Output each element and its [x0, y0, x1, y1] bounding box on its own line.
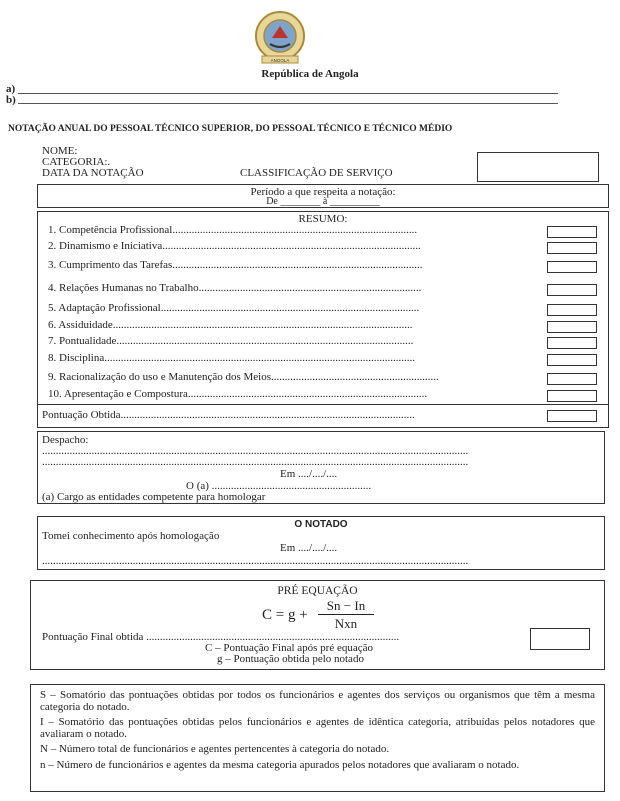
- data-notacao-label: DATA DA NOTAÇÃO: [42, 167, 144, 179]
- notado-tomei: Tomei conhecimento após homologação: [42, 530, 220, 542]
- despacho-note: (a) Cargo as entidades competente para homologar: [42, 491, 266, 503]
- resumo-item: 7. Pontualidade............................................................................................................: [48, 335, 414, 347]
- pontuacao-final-box[interactable]: [530, 628, 590, 650]
- equacao-numerator: Sn − In: [326, 598, 366, 613]
- nome-label: NOME:: [42, 145, 78, 157]
- despacho-dots-1: ...........................................................................................................................................................: [42, 445, 469, 457]
- notado-dots: ...........................................................................................................................................................: [42, 555, 469, 567]
- score-box[interactable]: [547, 354, 597, 366]
- line-a: [18, 93, 558, 94]
- resumo-item: 6. Assiduidade.............................................................................................................: [48, 319, 413, 331]
- equacao-title: PRÉ EQUAÇÃO: [277, 585, 358, 597]
- resumo-item: 4. Relações Humanas no Trabalho.................................................................................: [48, 282, 422, 294]
- country-title: República de Angola: [261, 68, 359, 80]
- score-box[interactable]: [547, 284, 597, 296]
- notado-title: O NOTADO: [294, 519, 348, 530]
- resumo-item: 3. Cumprimento das Tarefas...........................................................................................: [48, 259, 423, 271]
- despacho-label: Despacho:: [42, 434, 89, 446]
- despacho-date: Em ..../..../....: [280, 468, 338, 480]
- notado-date: Em ..../..../....: [280, 542, 338, 554]
- svg-text:ANGOLA: ANGOLA: [270, 58, 290, 63]
- line-b-label: b): [6, 94, 16, 106]
- legenda-n-apurados: n – Número de funcionários e agentes da mesma categoria apurados pelos notadores que avaliaram o notado.: [40, 759, 520, 771]
- resumo-divider: [37, 404, 609, 405]
- score-box[interactable]: [547, 390, 597, 402]
- classificacao-box[interactable]: [477, 152, 599, 182]
- c-definition: C – Pontuação Final após pré equação: [205, 642, 374, 654]
- score-box[interactable]: [547, 226, 597, 238]
- pontuacao-obtida-box[interactable]: [547, 410, 597, 422]
- resumo-title: RESUMO:: [298, 213, 348, 225]
- equacao-denominator: Nxn: [334, 616, 358, 631]
- angola-emblem: [250, 8, 310, 66]
- pontuacao-obtida-label: Pontuação Obtida...........................................................................................................: [42, 409, 415, 421]
- score-box[interactable]: [547, 261, 597, 273]
- line-a-label: a): [6, 83, 16, 95]
- resumo-item: 10. Apresentação e Compostura.......................................................................................: [48, 388, 428, 400]
- resumo-item: 9. Racionalização do uso e Manutenção dos Meios.............................................................: [48, 371, 439, 383]
- resumo-item: 1. Competência Profissional.........................................................................................: [48, 224, 418, 236]
- score-box[interactable]: [547, 304, 597, 316]
- periodo-range: De ________ à __________: [266, 196, 380, 207]
- resumo-item: 2. Dinamismo e Iniciativa..............................................................................................: [48, 240, 421, 252]
- equacao-fraction-bar: [318, 614, 374, 615]
- score-box[interactable]: [547, 242, 597, 254]
- score-box[interactable]: [547, 321, 597, 333]
- periodo-label: Período a que respeita a notação:: [250, 186, 396, 198]
- classificacao-label: CLASSIFICAÇÃO DE SERVIÇO: [240, 167, 393, 179]
- score-box[interactable]: [547, 337, 597, 349]
- resumo-item: 8. Disciplina.................................................................................................................: [48, 352, 415, 364]
- despacho-signature: O (a) ..........................................................: [186, 480, 372, 492]
- legenda-i: I – Somatório das pontuações obtidas pelos funcionários e agentes de idêntica categoria, atribuídas pelos notadores que avaliaram o notado.: [40, 716, 595, 740]
- resumo-item: 5. Adaptação Profissional..............................................................................................: [48, 302, 420, 314]
- legenda-n-total: N – Número total de funcionários e agentes pertencentes à categoria do notado.: [40, 743, 390, 755]
- despacho-dots-2: ...........................................................................................................................................................: [42, 456, 469, 468]
- g-definition: g – Pontuação obtida pelo notado: [217, 653, 364, 665]
- score-box[interactable]: [547, 373, 597, 385]
- categoria-label: CATEGORIA:.: [42, 156, 111, 168]
- legenda-s: S – Somatório das pontuações obtidas por todos os funcionários e agentes dos serviços ou organismos que têm a mesma categoria do notado.: [40, 689, 595, 713]
- line-b: [18, 103, 558, 104]
- equacao-lhs: C = g +: [262, 607, 308, 623]
- form-title: NOTAÇÃO ANUAL DO PESSOAL TÉCNICO SUPERIOR, DO PESSOAL TÉCNICO E TÉCNICO MÉDIO: [8, 124, 453, 134]
- pontuacao-final-label: Pontuação Final obtida ............................................................................................: [42, 631, 400, 643]
